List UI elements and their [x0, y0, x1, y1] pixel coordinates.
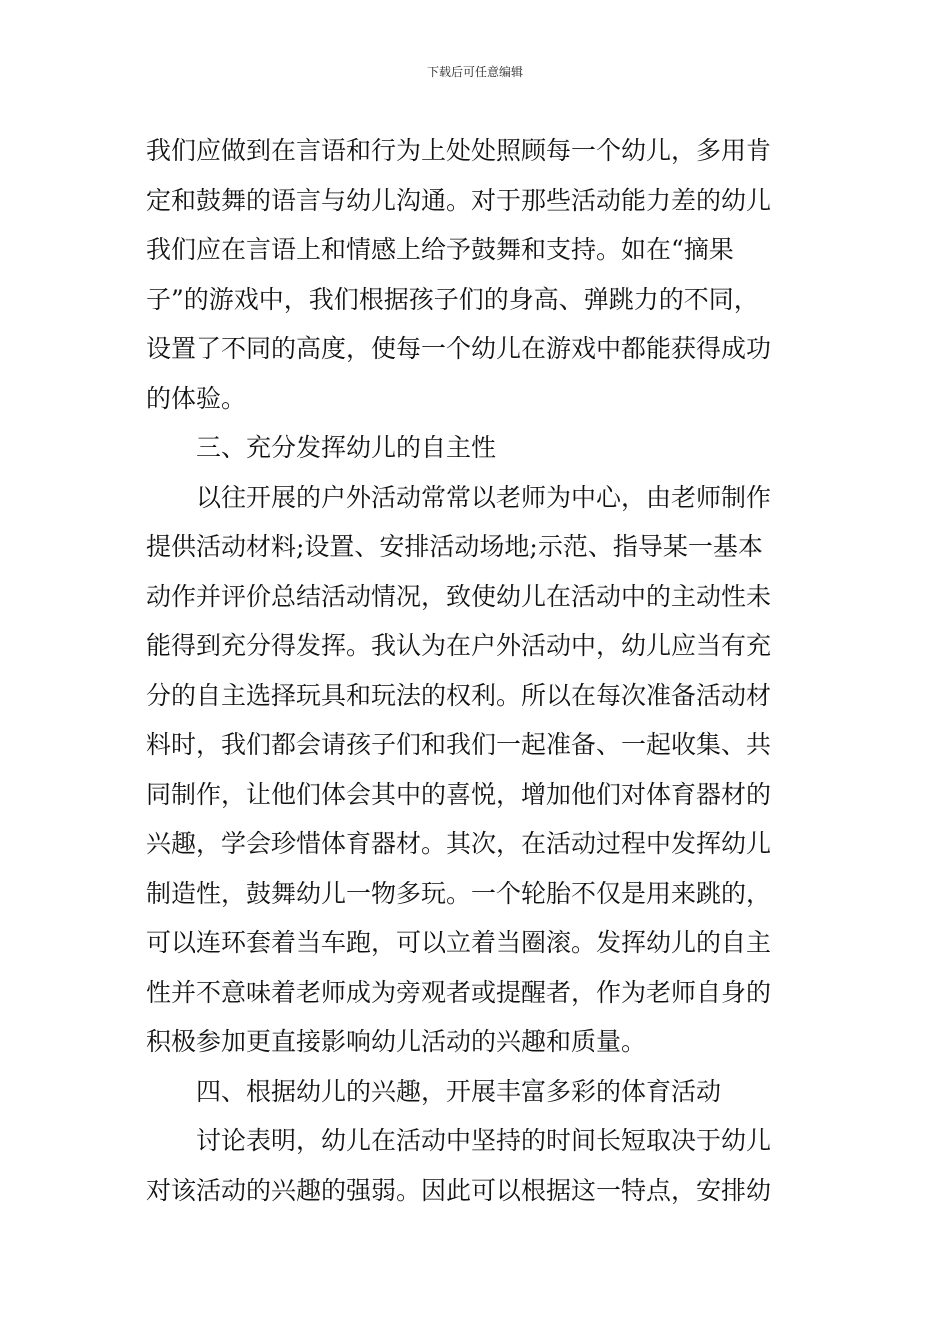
text-line: 兴趣，学会珍惜体育器材。其次，在活动过程中发挥幼儿	[146, 829, 772, 858]
page-header: 下载后可任意编辑	[426, 65, 523, 79]
text-line: 性并不意味着老师成为旁观者或提醒者，作为老师自身的	[146, 977, 772, 1007]
text-line: 子”的游戏中，我们根据孩子们的身高、弹跳力的不同，	[146, 284, 759, 314]
text-line: 动作并评价总结活动情况，致使幼儿在活动中的主动性未	[146, 581, 772, 611]
text-line: 以往开展的户外活动常常以老师为中心，由老师制作	[196, 482, 772, 512]
text-line: 我们应做到在言语和行为上处处照顾每一个幼儿，多用肯	[146, 136, 772, 165]
text-line: 制造性，鼓舞幼儿一物多玩。一个轮胎不仅是用来跳的，	[146, 878, 772, 908]
text-line: 可以连环套着当车跑，可以立着当圈滚。发挥幼儿的自主	[146, 928, 772, 957]
text-line: 能得到充分得发挥。我认为在户外活动中，幼儿应当有充	[146, 631, 772, 660]
text-line: 四、根据幼儿的兴趣，开展丰富多彩的体育活动	[196, 1076, 722, 1106]
text-line: 料时，我们都会请孩子们和我们一起准备、一起收集、共	[146, 730, 772, 759]
text-line: 提供活动材料;设置、安排活动场地;示范、指导某一基本	[146, 532, 763, 561]
text-line: 我们应在言语上和情感上给予鼓舞和支持。如在“摘果	[146, 235, 734, 264]
text-line: 讨论表明，幼儿在活动中坚持的时间长短取决于幼儿	[196, 1126, 772, 1155]
text-line: 的体验。	[146, 383, 247, 413]
text-line: 同制作，让他们体会其中的喜悦，增加他们对体育器材的	[146, 779, 772, 809]
text-line: 三、充分发挥幼儿的自主性	[196, 433, 497, 462]
text-line: 对该活动的兴趣的强弱。因此可以根据这一特点，安排幼	[146, 1175, 772, 1205]
text-line: 积极参加更直接影响幼儿活动的兴趣和质量。	[146, 1027, 647, 1056]
document-body	[146, 126, 806, 1215]
text-line: 设置了不同的高度，使每一个幼儿在游戏中都能获得成功	[146, 334, 772, 363]
text-line: 分的自主选择玩具和玩法的权利。所以在每次准备活动材	[146, 680, 772, 710]
text-line: 定和鼓舞的语言与幼儿沟通。对于那些活动能力差的幼儿	[146, 185, 772, 215]
